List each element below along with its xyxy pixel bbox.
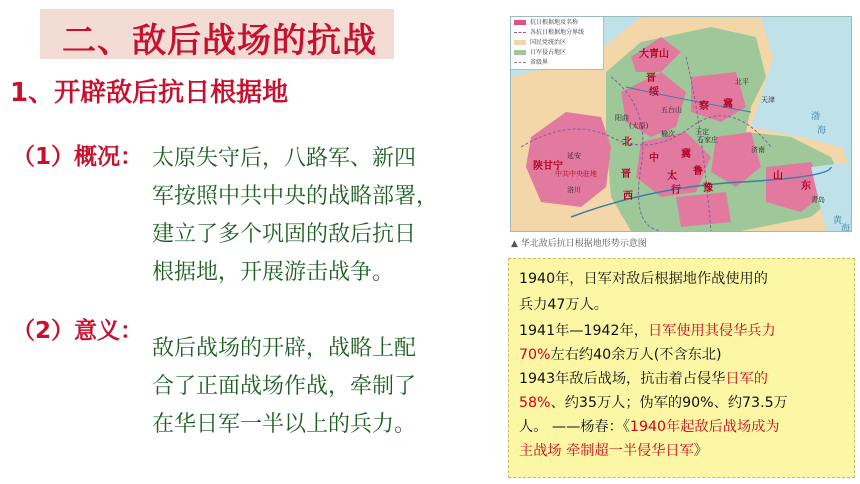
map-label: 豫: [703, 183, 713, 194]
map-label: 王定: [695, 128, 709, 136]
map-label: 察: [699, 101, 709, 112]
note-highlight: 58%: [519, 395, 551, 411]
map-label: 冀: [681, 149, 691, 160]
overview-label: （1）概况：: [12, 144, 144, 170]
note-text: 左右约40余万人(不含东北): [550, 347, 722, 363]
map-label: 天津: [761, 96, 775, 104]
note-line: [519, 369, 768, 389]
map-label: 陕甘宁: [533, 161, 563, 172]
legend-label: 日军侵占地区: [530, 49, 567, 56]
legend-label: 省级界: [530, 59, 549, 66]
note-line: [519, 295, 608, 315]
overview-line: 太原失守后，八路军、新四: [152, 146, 417, 171]
note-text: 人。 ——杨春：《: [519, 419, 630, 435]
significance-line: 在华日军一半以上的兵力。: [152, 412, 417, 437]
map-caption: ▲ 华北敌后抗日根据地形势示意图: [511, 239, 647, 249]
map-label: 北: [622, 137, 632, 148]
map-label: (太原): [629, 122, 649, 130]
note-text: 》: [693, 443, 708, 459]
map-label: 东: [801, 181, 811, 192]
map-label: 海: [817, 126, 827, 136]
map-label: 冀: [723, 99, 733, 110]
note-text: 1941年—1942年，: [519, 323, 648, 339]
map-label: 榆次: [661, 130, 675, 138]
map-legend: [511, 17, 604, 70]
map-label: 太: [667, 171, 677, 182]
note-line: [519, 321, 776, 341]
map-label: 阳曲: [615, 114, 629, 122]
map-label: 青岛: [811, 196, 825, 204]
note-line: [519, 269, 768, 289]
map-label: 鲁: [693, 166, 703, 177]
history-note: [508, 258, 855, 478]
note-text: 兵力47万人。: [519, 297, 608, 313]
page-title: 二、敌后战场的抗战: [62, 21, 377, 61]
note-text: 、约35万人；伪军的90%、约73.5万: [550, 395, 788, 411]
note-line: [519, 417, 780, 437]
legend-label: 各抗日根据地分界线: [530, 29, 585, 36]
map-label: 黄: [833, 216, 843, 226]
map-label: 晋: [621, 169, 631, 180]
legend-label: 抗日根据地及名称: [530, 19, 579, 26]
map-label: 西: [623, 191, 633, 202]
overview-line: 根据地，开展游击战争。: [152, 260, 395, 285]
map-label: 中: [649, 153, 659, 164]
significance-label: （2）意义：: [12, 318, 144, 344]
note-highlight: 日军的: [725, 371, 768, 387]
heading-banner: [40, 9, 394, 59]
overview-line: 军按照中共中央的战略部署，: [152, 184, 439, 209]
note-line: [519, 345, 722, 365]
significance-line: 合了正面战场作战，牵制了: [152, 374, 417, 399]
map-label: 五台山: [661, 106, 682, 114]
map-label: 大青山: [639, 49, 669, 60]
overview-paragraph: [152, 140, 472, 292]
overview-line: 建立了多个巩固的敌后抗日: [152, 222, 417, 247]
map-label: 济南: [751, 146, 765, 154]
map-label: 延安: [567, 152, 581, 160]
note-highlight: 1940年起敌后战场成为: [629, 419, 780, 435]
legend-swatch: [514, 62, 526, 63]
map-label: 洛川: [567, 186, 581, 194]
north-china-base-map: [510, 16, 852, 232]
note-line: [519, 393, 788, 413]
map-label: 渤: [811, 112, 821, 122]
note-text: 1940年，日军对敌后根据地作战使用的: [519, 271, 768, 287]
map-label: 北平: [735, 78, 749, 86]
note-highlight: 主战场 牵制超一半侵华日军: [519, 443, 694, 459]
legend-label: 国民党统治区: [530, 39, 567, 46]
map-label: 中共中央驻地: [555, 170, 597, 178]
significance-line: 敌后战场的开辟，战略上配: [152, 336, 417, 361]
map-label: 晋: [646, 73, 656, 84]
map-label: 行: [671, 185, 681, 196]
map-label: 石家庄: [697, 136, 718, 144]
map-label: 海: [841, 224, 851, 232]
legend-swatch: [514, 50, 526, 55]
note-line: [519, 441, 708, 461]
note-highlight: 日军使用其侵华兵力: [647, 323, 776, 339]
section-title: 1、开辟敌后抗日根据地: [10, 78, 289, 108]
legend-swatch: [514, 32, 526, 33]
legend-swatch: [514, 20, 526, 25]
note-highlight: 70%: [519, 347, 551, 363]
map-label: 绥: [649, 87, 659, 98]
map-label: 山: [773, 171, 783, 182]
significance-paragraph: [152, 330, 472, 444]
note-text: 1943年敌后战场，抗击着占侵华: [519, 371, 726, 387]
legend-swatch: [514, 40, 526, 45]
